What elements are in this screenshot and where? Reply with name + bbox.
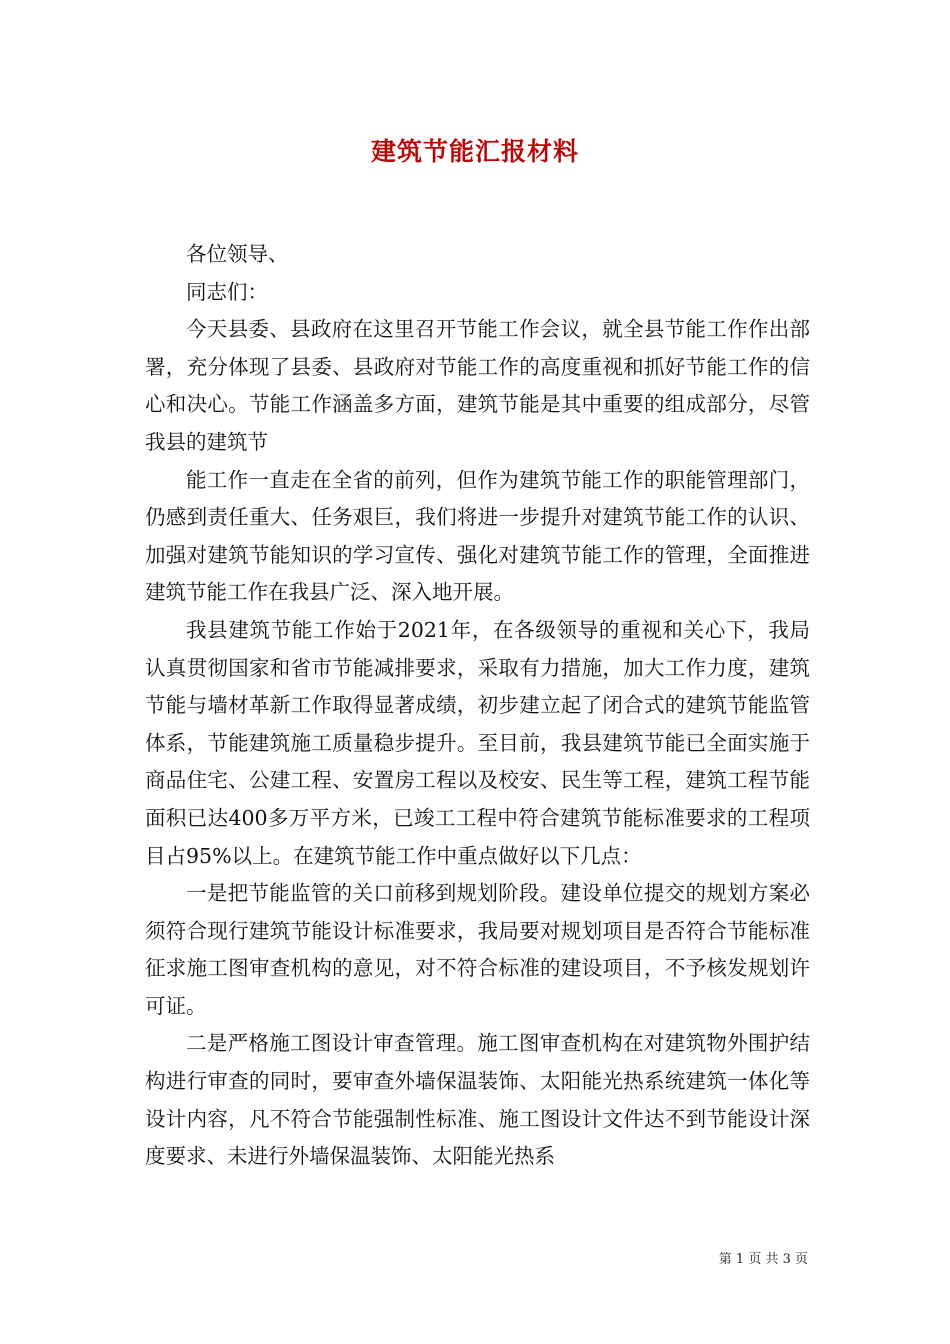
greeting: 同志们： [186,279,268,304]
paragraph-2: 能工作一直走在全省的前列，但作为建筑节能工作的职能管理部门，仍感到责任重大、任务艰巨，我们将进一步提升对建筑节能工作的认识、加强对建筑节能知识的学习宣传、强化对建筑节能工作的管理，全面推进建筑节能工作在我县广泛、深入地开展。 [145,467,810,605]
paragraph-5: 二是严格施工图设计审查管理。施工图审查机构在对建筑物外围护结构进行审查的同时，要审查外墙保温装饰、太阳能光热系统建筑一体化等设计内容，凡不符合节能强制性标准、施工图设计文件达不到节能设计深度要求、未进行外墙保温装饰、太阳能光热系 [145,1031,810,1169]
page-number: 第 1 页 共 3 页 [718,1252,808,1267]
salutation: 各位领导、 [186,242,289,266]
paragraph-3: 我县建筑节能工作始于2021年，在各级领导的重视和关心下，我局认真贯彻国家和省市节能减排要求，采取有力措施，加大工作力度，建筑节能与墙材革新工作取得显著成绩，初步建立起了闭合式的建筑节能监管体系，节能建筑施工质量稳步提升。至目前，我县建筑节能已全面实施于商品住宅、公建工程、安置房工程以及校安、民生等工程，建筑工程节能面积已达400多万平方米，已竣工工程中符合建筑节能标准要求的工程项目占95%以上。在建筑节能工作中重点做好以下几点： [145,617,810,868]
paragraph-1: 今天县委、县政府在这里召开节能工作会议，就全县节能工作作出部署，充分体现了县委、县政府对节能工作的高度重视和抓好节能工作的信心和决心。节能工作涵盖多方面，建筑节能是其中重要的组成部分，尽管我县的建筑节 [145,317,810,454]
document-title: 建筑节能汇报材料 [370,137,579,166]
document-body [145,236,810,1176]
paragraph-4: 一是把节能监管的关口前移到规划阶段。建设单位提交的规划方案必须符合现行建筑节能设计标准要求，我局要对规划项目是否符合节能标准征求施工图审查机构的意见，对不符合标准的建设项目，不予核发规划许可证。 [145,881,810,1018]
